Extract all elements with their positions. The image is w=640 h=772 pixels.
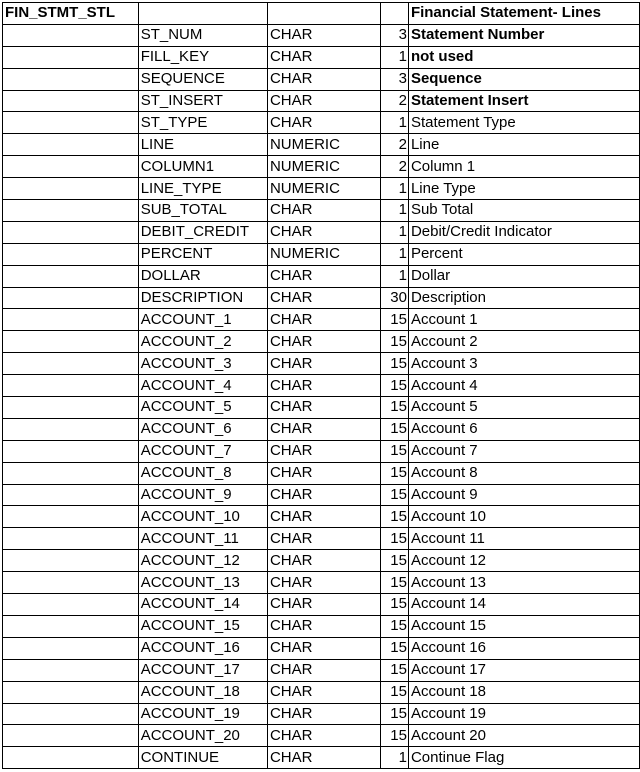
field-description-cell: Account 13 [408, 572, 639, 594]
field-name-cell: CONTINUE [138, 747, 267, 769]
table-row [3, 68, 640, 90]
field-length-cell: 15 [380, 615, 408, 637]
field-name-cell: ACCOUNT_14 [138, 594, 267, 616]
table-row [3, 287, 640, 309]
field-name-cell: ACCOUNT_15 [138, 615, 267, 637]
table-row [3, 725, 640, 747]
field-length-cell: 15 [380, 309, 408, 331]
field-name-cell: LINE_TYPE [138, 178, 267, 200]
table-row [3, 112, 640, 134]
field-name-cell: ACCOUNT_18 [138, 681, 267, 703]
field-type-cell: CHAR [267, 68, 380, 90]
field-length-cell: 1 [380, 265, 408, 287]
field-type-cell: CHAR [267, 462, 380, 484]
field-type-cell: CHAR [267, 615, 380, 637]
empty-cell [3, 506, 139, 528]
field-length-cell: 30 [380, 287, 408, 309]
empty-cell [3, 156, 139, 178]
field-name-cell: ACCOUNT_6 [138, 418, 267, 440]
empty-cell [267, 3, 380, 25]
field-length-cell: 15 [380, 725, 408, 747]
field-description-cell: Account 8 [408, 462, 639, 484]
table-row [3, 659, 640, 681]
field-type-cell: CHAR [267, 353, 380, 375]
table-row [3, 156, 640, 178]
field-type-cell: CHAR [267, 484, 380, 506]
header-title-cell: Financial Statement- Lines [408, 3, 639, 25]
field-length-cell: 3 [380, 68, 408, 90]
field-description-cell: Account 4 [408, 375, 639, 397]
empty-cell [3, 397, 139, 419]
empty-cell [3, 572, 139, 594]
field-name-cell: ACCOUNT_20 [138, 725, 267, 747]
field-description-cell: Percent [408, 243, 639, 265]
table-row [3, 200, 640, 222]
field-length-cell: 2 [380, 156, 408, 178]
empty-cell [3, 243, 139, 265]
field-length-cell: 2 [380, 90, 408, 112]
field-name-cell: ACCOUNT_17 [138, 659, 267, 681]
empty-cell [3, 418, 139, 440]
field-type-cell: CHAR [267, 265, 380, 287]
field-type-cell: CHAR [267, 594, 380, 616]
table-row [3, 375, 640, 397]
empty-cell [3, 528, 139, 550]
table-row [3, 550, 640, 572]
field-description-cell: Account 5 [408, 397, 639, 419]
field-length-cell: 15 [380, 703, 408, 725]
table-row [3, 265, 640, 287]
field-description-cell: Sub Total [408, 200, 639, 222]
field-length-cell: 15 [380, 440, 408, 462]
field-type-cell: CHAR [267, 418, 380, 440]
field-type-cell: NUMERIC [267, 156, 380, 178]
field-type-cell: CHAR [267, 747, 380, 769]
field-type-cell: CHAR [267, 681, 380, 703]
field-length-cell: 15 [380, 375, 408, 397]
empty-cell [3, 615, 139, 637]
field-description-cell: Statement Insert [408, 90, 639, 112]
table-row [3, 637, 640, 659]
table-row [3, 243, 640, 265]
table-row [3, 572, 640, 594]
field-description-cell: Account 12 [408, 550, 639, 572]
empty-cell [3, 90, 139, 112]
record-layout-body [3, 3, 640, 769]
field-name-cell: ACCOUNT_11 [138, 528, 267, 550]
table-row [3, 703, 640, 725]
empty-cell [3, 353, 139, 375]
table-row [3, 418, 640, 440]
field-length-cell: 15 [380, 659, 408, 681]
empty-cell [3, 637, 139, 659]
empty-cell [3, 287, 139, 309]
table-row [3, 46, 640, 68]
field-description-cell: Debit/Credit Indicator [408, 221, 639, 243]
empty-cell [3, 112, 139, 134]
empty-cell [3, 200, 139, 222]
field-length-cell: 15 [380, 594, 408, 616]
empty-cell [3, 550, 139, 572]
field-length-cell: 15 [380, 572, 408, 594]
field-name-cell: ACCOUNT_10 [138, 506, 267, 528]
field-description-cell: Account 2 [408, 331, 639, 353]
field-name-cell: DOLLAR [138, 265, 267, 287]
field-description-cell: Continue Flag [408, 747, 639, 769]
field-description-cell: Account 3 [408, 353, 639, 375]
field-description-cell: Account 7 [408, 440, 639, 462]
table-row [3, 90, 640, 112]
empty-cell [3, 265, 139, 287]
table-row [3, 594, 640, 616]
table-row [3, 506, 640, 528]
field-type-cell: CHAR [267, 659, 380, 681]
table-row [3, 309, 640, 331]
field-name-cell: SEQUENCE [138, 68, 267, 90]
table-row [3, 397, 640, 419]
table-row [3, 24, 640, 46]
field-type-cell: CHAR [267, 46, 380, 68]
field-type-cell: CHAR [267, 440, 380, 462]
field-description-cell: Account 10 [408, 506, 639, 528]
field-length-cell: 1 [380, 112, 408, 134]
field-description-cell: Account 6 [408, 418, 639, 440]
field-length-cell: 1 [380, 200, 408, 222]
record-layout-table [2, 2, 640, 769]
field-description-cell: Account 17 [408, 659, 639, 681]
table-row [3, 528, 640, 550]
empty-cell [3, 747, 139, 769]
field-name-cell: PERCENT [138, 243, 267, 265]
field-length-cell: 15 [380, 353, 408, 375]
field-name-cell: ST_INSERT [138, 90, 267, 112]
empty-cell [380, 3, 408, 25]
field-name-cell: ST_TYPE [138, 112, 267, 134]
field-type-cell: CHAR [267, 528, 380, 550]
table-row [3, 353, 640, 375]
table-row [3, 484, 640, 506]
empty-cell [138, 3, 267, 25]
field-type-cell: NUMERIC [267, 243, 380, 265]
field-name-cell: COLUMN1 [138, 156, 267, 178]
empty-cell [3, 68, 139, 90]
field-type-cell: CHAR [267, 112, 380, 134]
field-name-cell: ST_NUM [138, 24, 267, 46]
field-length-cell: 2 [380, 134, 408, 156]
field-type-cell: CHAR [267, 221, 380, 243]
table-row [3, 178, 640, 200]
field-description-cell: Statement Type [408, 112, 639, 134]
field-type-cell: NUMERIC [267, 134, 380, 156]
field-type-cell: CHAR [267, 200, 380, 222]
table-row [3, 440, 640, 462]
field-type-cell: CHAR [267, 703, 380, 725]
field-length-cell: 15 [380, 397, 408, 419]
empty-cell [3, 309, 139, 331]
field-type-cell: CHAR [267, 506, 380, 528]
field-description-cell: Account 19 [408, 703, 639, 725]
field-name-cell: ACCOUNT_9 [138, 484, 267, 506]
field-type-cell: NUMERIC [267, 178, 380, 200]
field-length-cell: 15 [380, 331, 408, 353]
empty-cell [3, 24, 139, 46]
empty-cell [3, 375, 139, 397]
field-length-cell: 1 [380, 46, 408, 68]
field-type-cell: CHAR [267, 725, 380, 747]
empty-cell [3, 440, 139, 462]
table-row [3, 331, 640, 353]
field-type-cell: CHAR [267, 397, 380, 419]
field-description-cell: Account 14 [408, 594, 639, 616]
field-description-cell: Statement Number [408, 24, 639, 46]
field-type-cell: CHAR [267, 287, 380, 309]
field-name-cell: ACCOUNT_7 [138, 440, 267, 462]
field-name-cell: ACCOUNT_16 [138, 637, 267, 659]
field-description-cell: Account 9 [408, 484, 639, 506]
empty-cell [3, 594, 139, 616]
empty-cell [3, 46, 139, 68]
empty-cell [3, 462, 139, 484]
empty-cell [3, 221, 139, 243]
field-name-cell: ACCOUNT_8 [138, 462, 267, 484]
field-description-cell: Column 1 [408, 156, 639, 178]
field-name-cell: ACCOUNT_3 [138, 353, 267, 375]
table-row [3, 462, 640, 484]
field-length-cell: 15 [380, 637, 408, 659]
field-type-cell: CHAR [267, 90, 380, 112]
empty-cell [3, 681, 139, 703]
field-length-cell: 15 [380, 681, 408, 703]
field-type-cell: CHAR [267, 375, 380, 397]
field-description-cell: Description [408, 287, 639, 309]
field-length-cell: 1 [380, 221, 408, 243]
field-name-cell: ACCOUNT_13 [138, 572, 267, 594]
field-description-cell: not used [408, 46, 639, 68]
field-type-cell: CHAR [267, 637, 380, 659]
empty-cell [3, 178, 139, 200]
field-name-cell: ACCOUNT_1 [138, 309, 267, 331]
field-description-cell: Account 16 [408, 637, 639, 659]
field-name-cell: SUB_TOTAL [138, 200, 267, 222]
field-name-cell: ACCOUNT_12 [138, 550, 267, 572]
table-row [3, 747, 640, 769]
field-description-cell: Line Type [408, 178, 639, 200]
empty-cell [3, 331, 139, 353]
table-name-cell: FIN_STMT_STL [3, 3, 139, 25]
field-length-cell: 15 [380, 506, 408, 528]
field-length-cell: 15 [380, 462, 408, 484]
field-length-cell: 15 [380, 550, 408, 572]
header-row [3, 3, 640, 25]
field-description-cell: Account 20 [408, 725, 639, 747]
field-name-cell: ACCOUNT_5 [138, 397, 267, 419]
field-type-cell: CHAR [267, 572, 380, 594]
field-type-cell: CHAR [267, 550, 380, 572]
empty-cell [3, 134, 139, 156]
table-row [3, 134, 640, 156]
field-description-cell: Sequence [408, 68, 639, 90]
field-name-cell: DEBIT_CREDIT [138, 221, 267, 243]
field-length-cell: 1 [380, 243, 408, 265]
empty-cell [3, 659, 139, 681]
field-length-cell: 1 [380, 178, 408, 200]
field-length-cell: 15 [380, 528, 408, 550]
table-row [3, 681, 640, 703]
field-name-cell: DESCRIPTION [138, 287, 267, 309]
empty-cell [3, 484, 139, 506]
field-name-cell: FILL_KEY [138, 46, 267, 68]
table-row [3, 615, 640, 637]
field-description-cell: Dollar [408, 265, 639, 287]
empty-cell [3, 703, 139, 725]
empty-cell [3, 725, 139, 747]
field-description-cell: Account 18 [408, 681, 639, 703]
table-row [3, 221, 640, 243]
field-type-cell: CHAR [267, 309, 380, 331]
field-length-cell: 1 [380, 747, 408, 769]
field-name-cell: ACCOUNT_4 [138, 375, 267, 397]
field-length-cell: 15 [380, 418, 408, 440]
field-description-cell: Account 15 [408, 615, 639, 637]
field-name-cell: LINE [138, 134, 267, 156]
field-type-cell: CHAR [267, 24, 380, 46]
field-length-cell: 15 [380, 484, 408, 506]
field-name-cell: ACCOUNT_19 [138, 703, 267, 725]
field-type-cell: CHAR [267, 331, 380, 353]
field-length-cell: 3 [380, 24, 408, 46]
field-description-cell: Account 11 [408, 528, 639, 550]
field-description-cell: Account 1 [408, 309, 639, 331]
field-description-cell: Line [408, 134, 639, 156]
field-name-cell: ACCOUNT_2 [138, 331, 267, 353]
